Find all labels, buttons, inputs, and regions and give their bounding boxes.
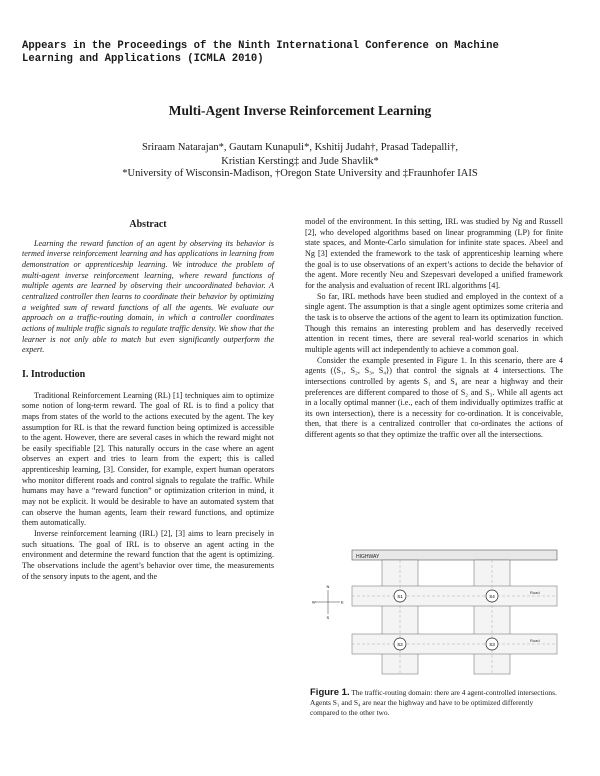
authors xyxy=(60,141,540,169)
abstract xyxy=(22,220,274,356)
figure-caption-text: The traffic-routing domain: there are 4 agent-controlled intersections. Agents S₁ and S₄ are near the highway and have to be optimized differently compared to the other two. xyxy=(310,688,557,717)
svg-text:S1: S1 xyxy=(397,594,403,599)
authors-line-2: Kristian Kersting‡ and Jude Shavlik* xyxy=(221,156,379,167)
svg-text:S: S xyxy=(326,615,330,620)
affiliations: *University of Wisconsin-Madison, †Oregon State University and ‡Fraunhofer IAIS xyxy=(122,168,478,179)
road-label-top: Road xyxy=(530,590,540,595)
highway-label: HIGHWAY xyxy=(356,554,380,560)
signal-s4 xyxy=(486,590,498,602)
intro-paragraph-3: So far, IRL methods have been studied and employed in the context of a single agent. The assumption is that a single agent optimizes some criteria and the task is to observe the actions of the agent to learn its optimization function. Though this remains an interesting problem and has deservedly received attention in recent times, there are several real-world scenarios in which multiple agents will act independently to achieve a common goal. xyxy=(305,291,563,354)
authors-line-1: Sriraam Natarajan*, Gautam Kunapuli*, Kshitij Judah†, Prasad Tadepalli†, xyxy=(141,142,459,153)
compass xyxy=(312,584,344,620)
section-heading-introduction: I. Introduction xyxy=(22,368,86,380)
abstract-text: Learning the reward function of an agent by observing its behavior is termed inverse reinforcement learning and has applications in learning from demonstration or apprenticeship learning. We introduce the problem of multi-agent inverse reinforcement learning, where reward functions of multiple agents are learned by observing their uncoordinated behavior. A centralized controller then learns to coordinate their behavior by optimizing a weighted sum of reward functions of all the agents. We evaluate our approach on a traffic-routing domain, in which a controller coordinates actions of multiple traffic signals to regulate traffic density. We show that the learner is not only able to match but even significantly outperform the expert. xyxy=(22,238,274,355)
abstract-heading: Abstract xyxy=(129,219,167,230)
signal-s2 xyxy=(394,638,406,650)
traffic-figure xyxy=(312,548,560,676)
signal-s3 xyxy=(486,638,498,650)
intro-paragraph-2-continued: model of the environment. In this setting, IRL was studied by Ng and Russell [2], who developed algorithms based on linear programming (LP) for finite state spaces, and Monte-Carlo simulation for infinite state spaces. Abeel and Ng [3] extended the framework to the task of apprenticeship learning where the goal is to use observations of an expert’s actions to decide the behavior of the agent. More recently Neu and Szepesvari developed a unified framework for the analysis and evaluation of recent IRL algorithms [4]. xyxy=(305,217,563,290)
svg-text:S2: S2 xyxy=(397,642,403,647)
svg-text:E: E xyxy=(341,599,344,605)
figure-label: Figure 1. xyxy=(310,687,350,698)
highway xyxy=(352,550,557,560)
road-label-bottom: Road xyxy=(530,638,540,643)
paper-title: Multi-Agent Inverse Reinforcement Learning xyxy=(168,103,432,118)
figure-caption xyxy=(310,688,564,717)
intro-paragraph-1: Traditional Reinforcement Learning (RL) [1] techniques aim to optimize some notion of long-term reward. The goal of RL is to find a policy that maps from states of the world to the actions executed by the agent. The key assumption for RL is that the reward function being optimized is accessible to the agent. However, there are several cases in which the reward might not be easily specifiable [2]. This naturally occurs in the case where an agent observes an expert and tries to learn from the expert; this is called apprenticeship learning, [3]. Consider, for example, expert human operators who monitor different roads and control signals to regulate the traffic. While humans may have a “reward function” or optimization criterion in mind, it may not be explicit. It would be desirable to have an automated system that can observe the human agents, learn their reward functions, and optimize them automatically. xyxy=(22,390,274,528)
right-column xyxy=(305,217,563,441)
svg-text:N: N xyxy=(326,584,330,589)
intro-paragraph-4: Consider the example presented in Figure 1. In this scenario, there are 4 agents (⟨S₁, S₂, S₃, S₄⟩) that control the signals at 4 intersections. The intersections controlled by agents S₁ and S₄ are near a highway and their preferences are different compared to those of S₂ and S₃. While all agents act in a locally optimal manner (i.e., each of them individually optimizes traffic at its own intersection), there is a necessity for co-ordination. It is conceivable, then, that there is a centralized controller that co-ordinates the actions of different agents so that they optimize the traffic over all the intersections. xyxy=(305,355,563,440)
left-column xyxy=(22,220,274,582)
signal-s1 xyxy=(394,590,406,602)
svg-text:S4: S4 xyxy=(489,594,495,599)
intro-paragraph-2: Inverse reinforcement learning (IRL) [2], [3] aims to learn precisely in such situations. The goal of IRL is to observe an agent acting in the environment and determine the reward function that the agent is optimizing. The observations include the agent’s behavior over time, the measurements of the sensory inputs to the agent, and the xyxy=(22,529,274,581)
svg-text:W: W xyxy=(312,599,316,605)
venue-header: Appears in the Proceedings of the Ninth International Conference on Machine Learning and Applications (ICMLA 2010) xyxy=(22,40,499,65)
svg-text:S3: S3 xyxy=(489,642,495,647)
